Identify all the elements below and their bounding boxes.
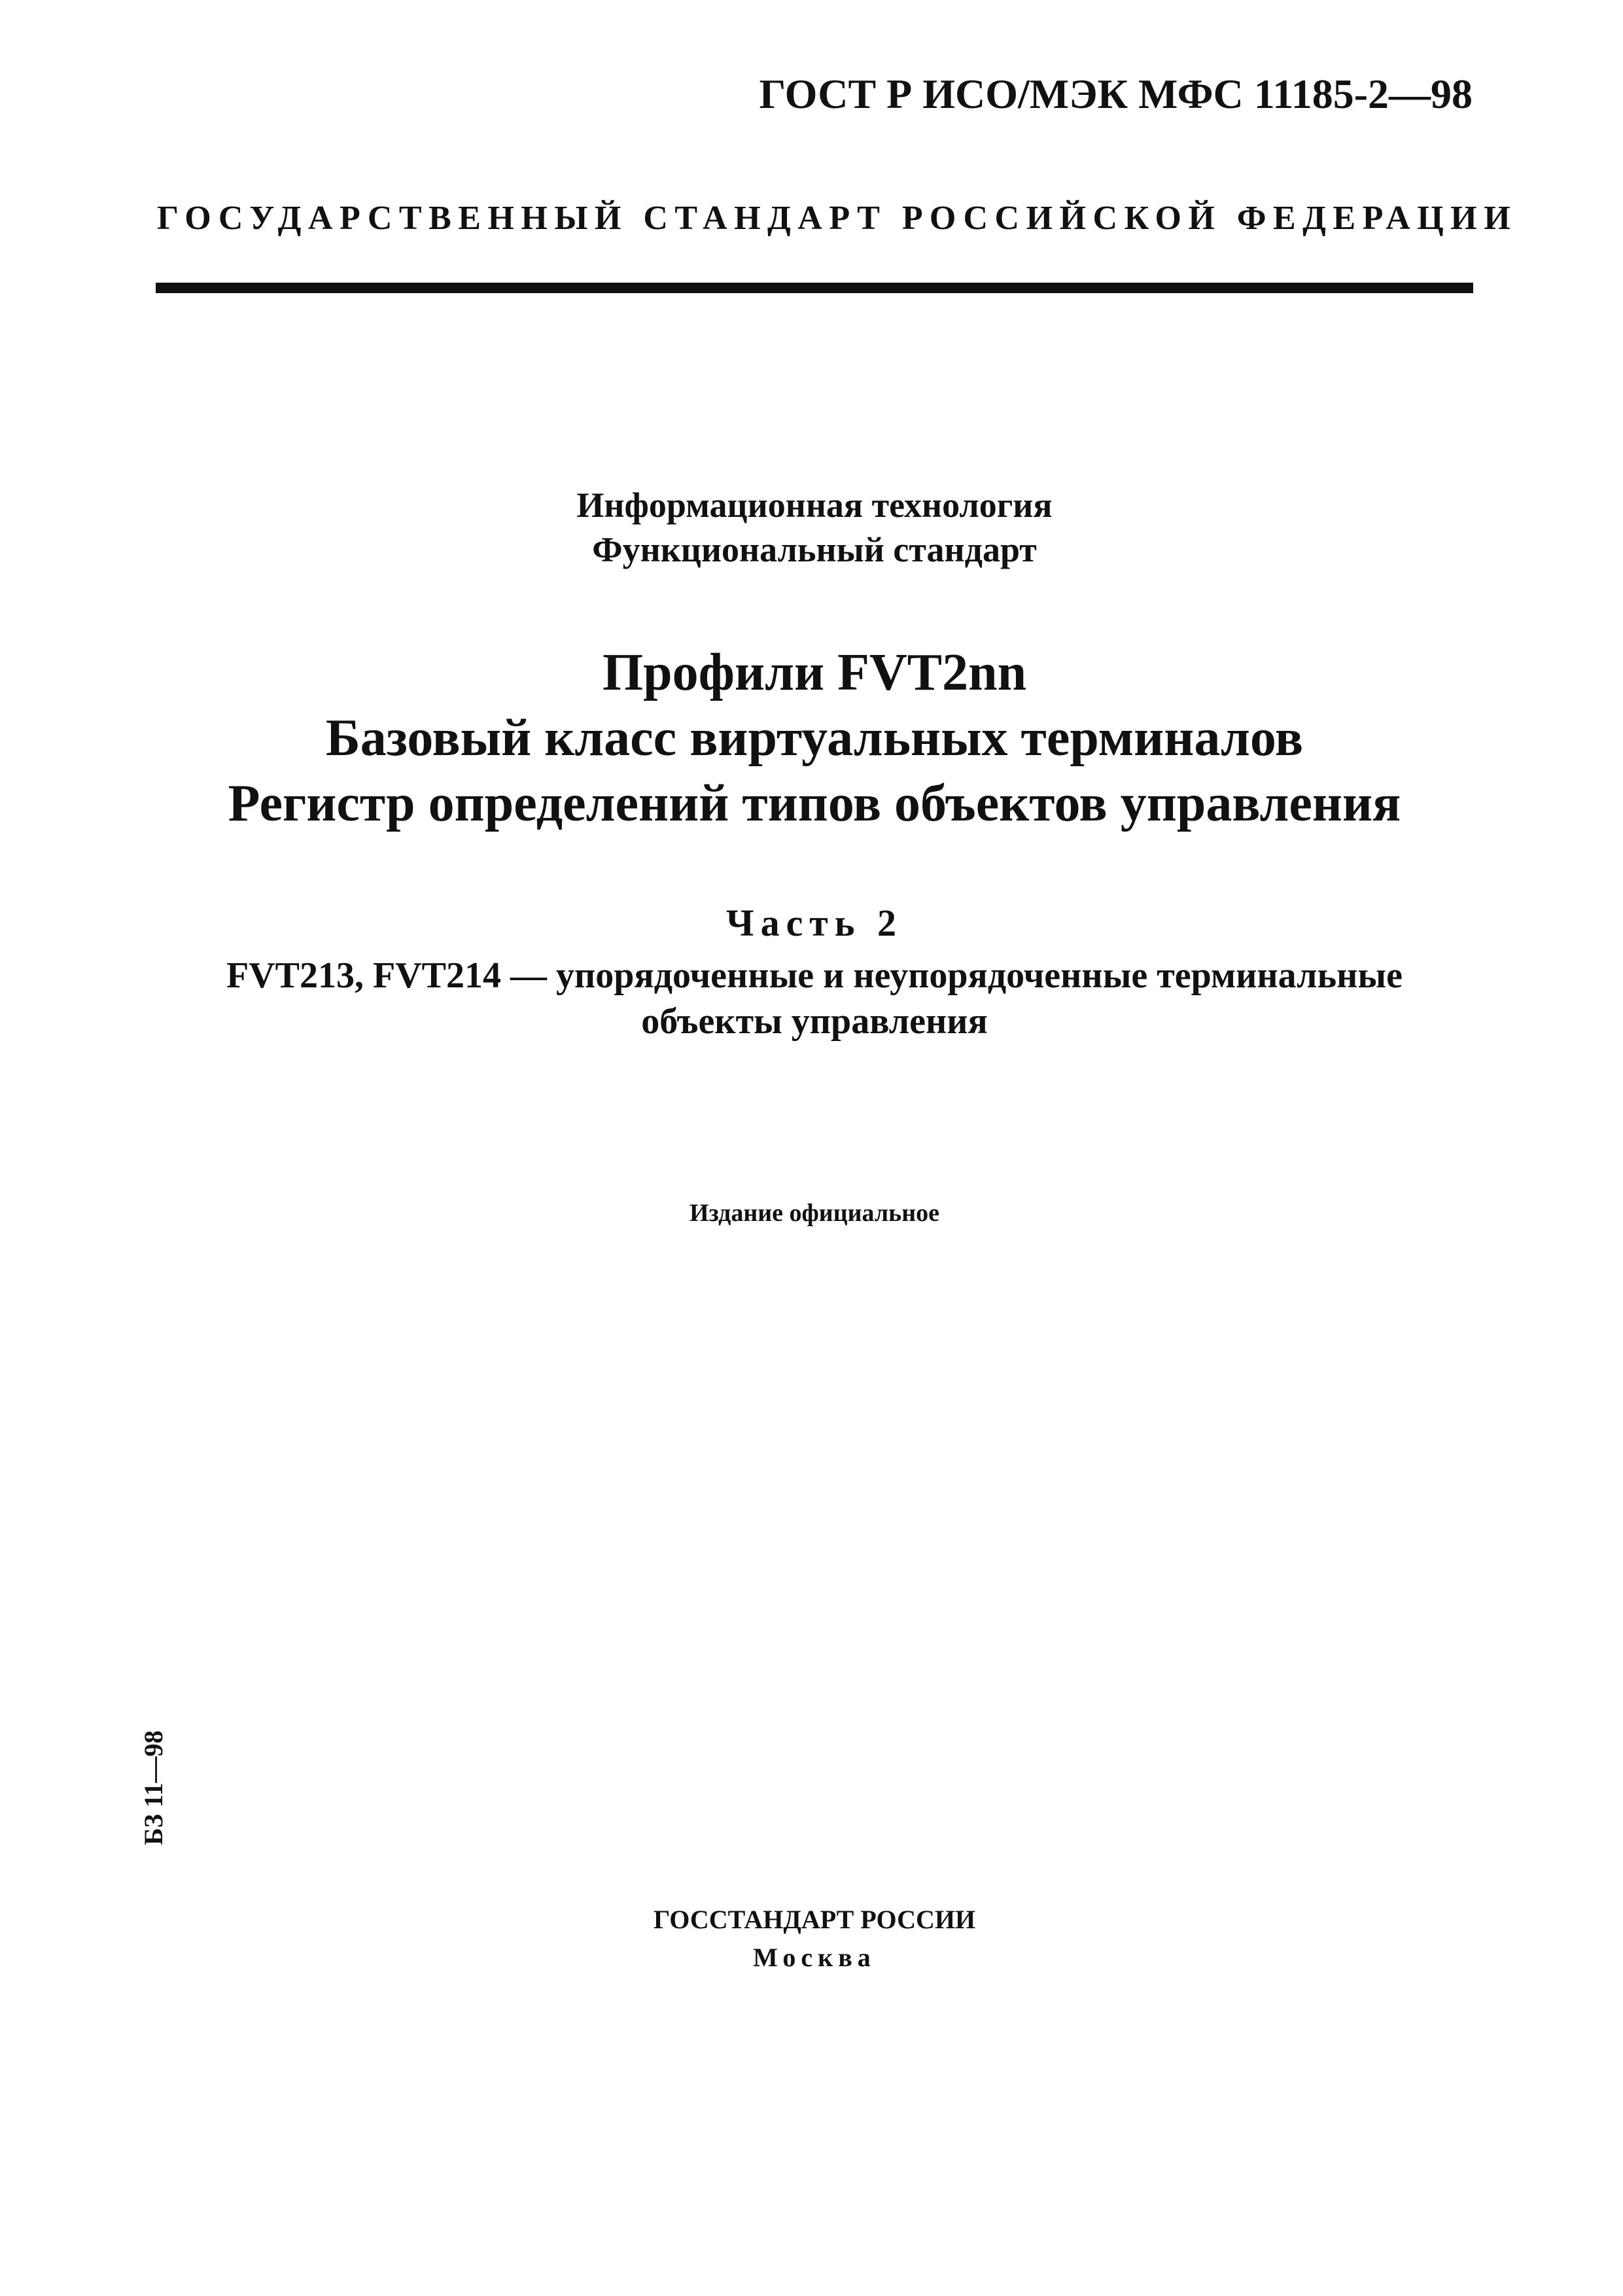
title-line-1: Профили FVT2nn: [602, 644, 1027, 701]
subject-line-2: Функциональный стандарт: [592, 530, 1037, 569]
subject-block: [157, 483, 1472, 572]
part-title: [157, 953, 1472, 1044]
edition-note: Издание официальное: [689, 1199, 939, 1227]
publisher-city: Москва: [753, 1943, 876, 1972]
title-line-3: Регистр определений типов объектов управления: [228, 775, 1401, 832]
part-title-line-1: FVT213, FVT214 — упорядоченные и неупорядоченные терминальные: [226, 955, 1403, 996]
side-code-vertical: БЗ 11—98: [139, 1730, 168, 1845]
subject-line-1: Информационная технология: [576, 486, 1053, 525]
state-standard-heading: ГОСУДАРСТВЕННЫЙ СТАНДАРТ РОССИЙСКОЙ ФЕДЕРАЦИИ: [157, 200, 1518, 237]
publisher: ГОССТАНДАРТ РОССИИ: [653, 1905, 976, 1934]
header-divider: [156, 283, 1473, 293]
part-label: Часть 2: [726, 902, 903, 944]
document-code: ГОСТ Р ИСО/МЭК МФС 11185-2—98: [759, 71, 1473, 117]
main-title: [157, 640, 1472, 836]
title-line-2: Базовый класс виртуальных терминалов: [325, 709, 1304, 767]
part-title-line-2: объекты управления: [641, 1001, 988, 1042]
